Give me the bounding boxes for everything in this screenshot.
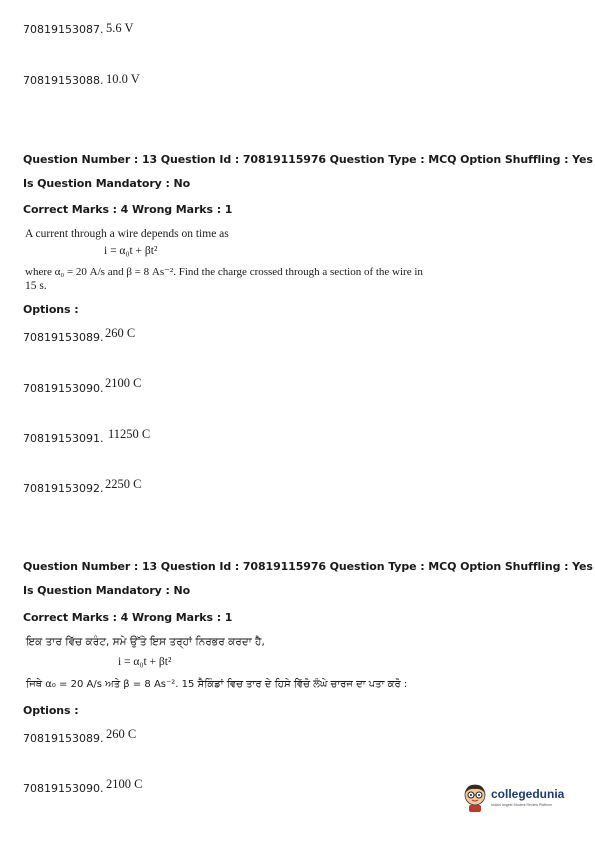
option-value: 260 C [105,326,136,340]
option-id: 70819153089. [23,331,104,344]
question-equation: i = α₀t + βt² [104,245,158,257]
option-id: 70819153090. [23,382,104,395]
question-marks: Correct Marks : 4 Wrong Marks : 1 [23,203,233,216]
question-mandatory: Is Question Mandatory : No [23,584,191,597]
option-id: 70819153091. [23,432,104,445]
mascot-icon [461,783,489,813]
option-value: 2100 C [106,777,143,791]
question-header: Question Number : 13 Question Id : 70819115976 Question Type : MCQ Option Shuffling : Yes [23,560,593,573]
options-label: Options : [23,704,79,717]
option-value: 260 C [106,727,137,741]
options-label: Options : [23,303,79,316]
option-id: 70819153088. [23,74,104,87]
option-id: 70819153087. [23,23,104,36]
question-text: ਇਕ ਤਾਰ ਵਿੱਚ ਕਰੰਟ, ਸਮੇ ਉੱਤੇ ਇਸ ਤਰ੍ਹਾਂ ਨਿਰਭਰ ਕਰਦਾ ਹੈ, [26,636,265,648]
question-marks: Correct Marks : 4 Wrong Marks : 1 [23,611,233,624]
option-id: 70819153092. [23,482,104,495]
question-text: where α₀ = 20 A/s and β = 8 As⁻². Find the charge crossed through a section of the wire in [25,266,423,278]
question-text: A current through a wire depends on time as [25,228,229,240]
question-text: ਜਿਥੇ α₀ = 20 A/s ਅਤੇ β = 8 As⁻². 15 ਸੈਕਿੰਡਾਂ ਵਿਚ ਤਾਰ ਦੇ ਹਿਸੇ ਵਿੱਚੋ ਲੰਘੇ ਚਾਰਜ ਦਾ ਪਤਾ ਕਰੋ : [26,679,408,690]
logo-tagline: India's largest Student Review Platform [491,803,552,807]
collegedunia-logo [461,781,581,821]
question-header: Question Number : 13 Question Id : 70819115976 Question Type : MCQ Option Shuffling : Yes [23,153,593,166]
option-value: 5.6 V [106,21,134,35]
option-value: 2100 C [105,376,142,390]
logo-name: collegedunia [491,787,565,801]
option-id: 70819153089. [23,732,104,745]
question-mandatory: Is Question Mandatory : No [23,177,191,190]
question-text: 15 s. [25,280,47,292]
question-equation: i = α₀t + βt² [118,656,172,668]
option-value: 11250 C [108,427,151,441]
option-id: 70819153090. [23,782,104,795]
option-value: 10.0 V [106,72,140,86]
option-value: 2250 C [105,477,142,491]
